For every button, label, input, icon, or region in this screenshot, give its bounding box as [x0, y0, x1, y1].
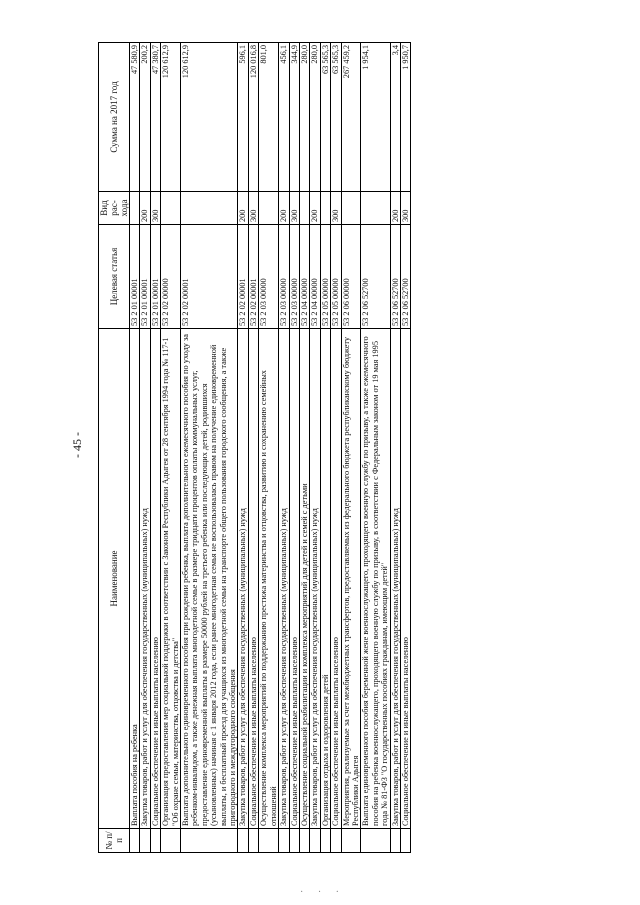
row-code: 53 2 06 00000: [341, 225, 361, 329]
row-num: [238, 829, 248, 853]
row-code: 53 2 06 52700: [361, 225, 390, 329]
row-sum: 63 565,3: [320, 43, 330, 192]
row-name: Закупка товаров, работ и услуг для обеспечения государственных (муниципальных) нужд: [310, 329, 320, 829]
row-num: [248, 829, 258, 853]
table-row: [161, 43, 181, 853]
row-num: [341, 829, 361, 853]
table-row: [150, 43, 160, 853]
table-row: [341, 43, 361, 853]
row-sum: 456,1: [279, 43, 289, 192]
row-type: 300: [331, 192, 341, 225]
row-num: [150, 829, 160, 853]
row-code: 53 2 03 00000: [289, 225, 299, 329]
row-type: 200: [310, 192, 320, 225]
table-row: [238, 43, 248, 853]
row-name: Социальное обеспечение и иные выплаты населению: [400, 329, 410, 829]
header-sum: Сумма на 2017 год: [99, 43, 130, 192]
row-name: Закупка товаров, работ и услуг для обеспечения государственных (муниципальных) нужд: [279, 329, 289, 829]
row-num: [390, 829, 400, 853]
scan-dots: · · ·: [300, 887, 345, 898]
row-sum: 280,0: [310, 43, 320, 192]
row-type: [130, 192, 140, 225]
row-name: Осуществление комплекса мероприятий по поддержанию престижа материнства и отцовства, развитию и сохранению семейных отношений: [259, 329, 279, 829]
row-type: [341, 192, 361, 225]
row-type: [361, 192, 390, 225]
page-number: - 45 -: [70, 432, 84, 458]
header-name: Наименование: [99, 329, 130, 829]
table-row: [400, 43, 410, 853]
row-type: [299, 192, 309, 225]
row-type: 200: [279, 192, 289, 225]
row-sum: 1 950,7: [400, 43, 410, 192]
row-type: 300: [400, 192, 410, 225]
row-code: 53 2 02 00001: [248, 225, 258, 329]
row-sum: 267 459,2: [341, 43, 361, 192]
row-code: 53 2 01 00001: [150, 225, 160, 329]
table-row: [361, 43, 390, 853]
table-row: [279, 43, 289, 853]
table-row: [289, 43, 299, 853]
row-name: Социальное обеспечение и иные выплаты населению: [289, 329, 299, 829]
row-sum: 801,0: [259, 43, 279, 192]
row-type: [259, 192, 279, 225]
row-code: 53 2 03 00000: [259, 225, 279, 329]
row-sum: 120 612,9: [161, 43, 181, 192]
row-type: [320, 192, 330, 225]
row-num: [310, 829, 320, 853]
table-row: [259, 43, 279, 853]
table-row: [248, 43, 258, 853]
row-code: 53 2 05 00000: [320, 225, 330, 329]
row-sum: 120 612,9: [181, 43, 238, 192]
table-row: [310, 43, 320, 853]
row-code: 53 2 06 52700: [400, 225, 410, 329]
row-code: 53 2 01 00001: [140, 225, 150, 329]
row-type: 300: [248, 192, 258, 225]
row-name: Осуществление социальной реабилитации и комплекса мероприятий для детей и семей с детьми: [299, 329, 309, 829]
row-code: 53 2 02 00001: [181, 225, 238, 329]
row-num: [279, 829, 289, 853]
row-sum: 280,0: [299, 43, 309, 192]
table-body: [130, 43, 411, 853]
budget-table: [98, 42, 411, 853]
row-name: Закупка товаров, работ и услуг для обеспечения государственных (муниципальных) нужд: [140, 329, 150, 829]
table-row: [390, 43, 400, 853]
row-name: Социальное обеспечение и иные выплаты населению: [331, 329, 341, 829]
row-name: Выплата пособия на ребенка: [130, 329, 140, 829]
row-name: Выплата дополнительного единовременного пособия при рождении ребенка, выплата дополнительного ежемесячного пособия по уходу за ребенком-инвалидом, а также денежная выплата многодетной семье в размере тридцати процентов оплаты коммунальных услуг, предоставление единовременной выплаты в размере 50000 рублей на третьего ребенка или последующих детей, родившихся (усыновленных) начиная с 1 января 2012 года, если ранее многодетная семья не воспользовалась правом на получение единовременной выплаты, и бесплатный проезд для учащихся из многодетной семьи на транспорте общего пользования городского сообщения, а также пригородного и междугородного сообщения: [181, 329, 238, 829]
row-name: Закупка товаров, работ и услуг для обеспечения государственных (муниципальных) нужд: [390, 329, 400, 829]
row-num: [259, 829, 279, 853]
row-sum: 3,4: [390, 43, 400, 192]
row-code: 53 2 06 52700: [390, 225, 400, 329]
row-sum: 200,2: [140, 43, 150, 192]
row-name: Мероприятия, реализуемые за счет межбюджетных трансфертов, предоставляемых из федерального бюджета республиканскому бюджету Республики Адыгея: [341, 329, 361, 829]
table-row: [299, 43, 309, 853]
row-sum: 120 016,8: [248, 43, 258, 192]
row-num: [299, 829, 309, 853]
row-type: 300: [150, 192, 160, 225]
table-row: [130, 43, 140, 853]
row-num: [161, 829, 181, 853]
row-num: [181, 829, 238, 853]
row-num: [130, 829, 140, 853]
table-row: [140, 43, 150, 853]
row-sum: 47 580,9: [130, 43, 140, 192]
table-row: [320, 43, 330, 853]
row-num: [400, 829, 410, 853]
row-num: [361, 829, 390, 853]
row-name: Социальное обеспечение и иные выплаты населению: [150, 329, 160, 829]
row-sum: 63 565,3: [331, 43, 341, 192]
row-type: 200: [140, 192, 150, 225]
row-code: 53 2 04 00000: [310, 225, 320, 329]
row-type: [181, 192, 238, 225]
row-num: [331, 829, 341, 853]
row-code: 53 2 05 00000: [331, 225, 341, 329]
row-num: [289, 829, 299, 853]
row-sum: 47 380,7: [150, 43, 160, 192]
row-name: Закупка товаров, работ и услуг для обеспечения государственных (муниципальных) нужд: [238, 329, 248, 829]
header-code: Целевая статья: [99, 225, 130, 329]
header-type: Вид рас- хода: [99, 192, 130, 225]
row-type: 300: [289, 192, 299, 225]
header-row: [99, 43, 130, 853]
row-code: 53 2 03 00000: [279, 225, 289, 329]
row-code: 53 2 02 00000: [161, 225, 181, 329]
row-sum: 344,9: [289, 43, 299, 192]
row-name: Организация предоставления мер социальной поддержки в соответствии с Законом Республики Адыгея от 28 сентября 1994 года № 117-1 "Об охране семьи, материнства, отцовства и детства": [161, 329, 181, 829]
row-num: [140, 829, 150, 853]
rotated-content: [50, 35, 610, 855]
row-code: 53 2 04 00000: [299, 225, 309, 329]
row-code: 53 2 02 00001: [238, 225, 248, 329]
row-type: 200: [390, 192, 400, 225]
row-name: Организация отдыха и оздоровления детей: [320, 329, 330, 829]
row-num: [320, 829, 330, 853]
table-row: [181, 43, 238, 853]
row-name: Социальное обеспечение и иные выплаты населению: [248, 329, 258, 829]
header-num: № п/п: [99, 829, 130, 853]
row-type: [161, 192, 181, 225]
row-sum: 1 954,1: [361, 43, 390, 192]
row-code: 53 2 01 00001: [130, 225, 140, 329]
row-sum: 596,1: [238, 43, 248, 192]
table-row: [331, 43, 341, 853]
row-type: 200: [238, 192, 248, 225]
row-name: Выплата единовременного пособия беременной жене военнослужащего, проходящего военную службу по призыву, а также ежемесячного пособия на ребенка военнослужащего, проходящего военную службу по призыву, в соответствии с Федеральным законом от 19 мая 1995 года № 81-ФЗ "О государственных пособиях гражданам, имеющим детей": [361, 329, 390, 829]
